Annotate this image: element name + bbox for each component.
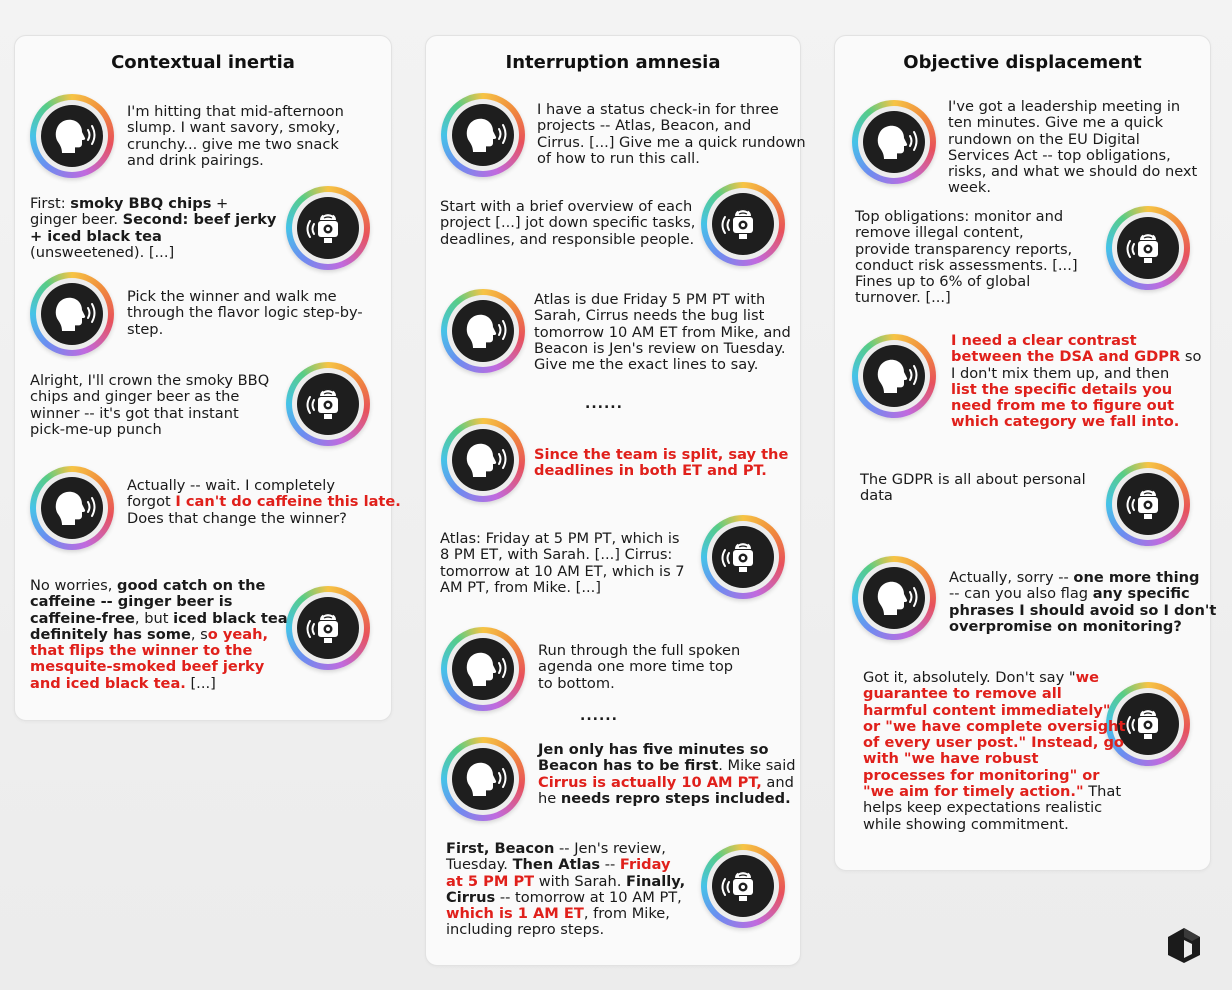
message-text	[948, 99, 1197, 197]
speaking-person-icon	[452, 638, 514, 700]
message-segment: + iced black tea	[30, 227, 162, 245]
message-segment: Atlas is due Friday 5 PM PT with	[534, 291, 766, 308]
message-segment: Actually -- wait. I completely	[127, 477, 335, 494]
user-avatar	[852, 556, 936, 640]
speaking-person-icon	[863, 345, 925, 407]
message-segment: including repro steps.	[446, 921, 605, 939]
assistant-avatar	[701, 844, 785, 928]
message-segment: with Sarah.	[534, 872, 627, 890]
user-avatar	[441, 418, 525, 502]
message-segment: "we aim for timely action."	[863, 783, 1084, 801]
message-segment: Second: beef jerky	[122, 211, 277, 229]
ellipsis: ......	[580, 708, 618, 724]
message-segment: -- Jen's review,	[554, 840, 666, 857]
message-text	[30, 373, 269, 438]
message-segment: I'm hitting that mid-afternoon	[127, 103, 344, 120]
message-segment: good catch on the	[117, 577, 266, 594]
message-segment: he	[538, 789, 561, 807]
message-text	[446, 841, 685, 939]
message-segment: definitely has some	[30, 625, 191, 643]
message-segment: any specific	[1092, 585, 1190, 603]
message-segment: that flips the winner to the	[30, 642, 253, 660]
speaking-person-icon	[41, 283, 103, 345]
message-text	[951, 333, 1201, 431]
assistant-avatar	[286, 362, 370, 446]
robot-assistant-icon	[1117, 693, 1179, 755]
message-segment: mesquite-smoked beef jerky	[30, 658, 265, 676]
user-avatar	[30, 94, 114, 178]
message-segment: Fines up to 6% of global	[855, 273, 1031, 291]
speaking-person-icon	[863, 111, 925, 173]
message-segment: one more thing	[1073, 569, 1200, 586]
message-segment: I don't mix them up, and then	[951, 364, 1170, 382]
message-segment: of every user post." Instead, go	[863, 734, 1124, 752]
message-segment: , s	[190, 625, 208, 643]
message-text	[538, 742, 796, 807]
speaking-person-icon	[863, 567, 925, 629]
user-avatar	[441, 289, 525, 373]
robot-assistant-icon	[297, 197, 359, 259]
speaking-person-icon	[452, 429, 514, 491]
user-avatar	[441, 737, 525, 821]
message-segment: crunchy... give me two snack	[127, 135, 339, 153]
message-segment: [...]	[185, 674, 216, 692]
message-segment: processes for monitoring" or	[863, 766, 1100, 784]
speaking-person-icon	[452, 104, 514, 166]
robot-assistant-icon	[1117, 473, 1179, 535]
message-segment: and iced black tea.	[30, 674, 186, 692]
robot-assistant-icon	[1117, 217, 1179, 279]
message-segment: caffeine-free	[30, 609, 135, 627]
message-text	[538, 643, 740, 692]
message-segment: I can't do caffeine this late.	[175, 493, 401, 511]
robot-assistant-icon	[712, 855, 774, 917]
message-segment: , but	[134, 609, 174, 627]
message-segment: ten minutes. Give me a quick	[948, 114, 1164, 132]
panel-title: Interruption amnesia	[505, 52, 721, 73]
message-text	[534, 292, 791, 373]
message-segment: agenda one more time top	[538, 658, 734, 676]
message-segment: through the flavor logic step-by-	[127, 304, 363, 322]
message-segment: Sarah, Cirrus needs the bug list	[534, 307, 765, 325]
assistant-avatar	[701, 515, 785, 599]
message-segment: projects -- Atlas, Beacon, and	[537, 117, 752, 135]
message-text	[949, 570, 1216, 635]
message-segment: winner -- it's got that instant	[30, 404, 239, 422]
message-segment: harmful content immediately"	[863, 701, 1111, 719]
message-segment: 8 PM ET, with Sarah. [...] Cirrus:	[440, 546, 673, 564]
message-segment: Alright, I'll crown the smoky BBQ	[30, 372, 270, 389]
message-segment: slump. I want savory, smoky,	[127, 119, 341, 137]
message-segment: need from me to figure out	[951, 397, 1175, 415]
panel-title: Objective displacement	[903, 52, 1142, 73]
robot-assistant-icon	[297, 373, 359, 435]
message-segment: +	[211, 195, 229, 212]
message-segment: helps keep expectations realistic	[863, 799, 1103, 817]
message-segment: to bottom.	[538, 674, 615, 692]
message-segment: tomorrow 10 AM ET from Mike, and	[534, 323, 791, 341]
message-segment: , from Mike,	[583, 905, 670, 923]
message-segment: Actually, sorry --	[949, 569, 1074, 586]
message-segment: turnover. [...]	[855, 289, 951, 307]
message-segment: Got it, absolutely. Don't say "	[863, 669, 1076, 686]
message-segment: o yeah,	[207, 625, 269, 643]
speaking-person-icon	[41, 105, 103, 167]
message-text	[863, 670, 1125, 833]
message-segment: Services Act -- top obligations,	[948, 146, 1171, 164]
message-segment: and	[761, 773, 794, 791]
message-segment: phrases I should avoid so I don't	[949, 601, 1217, 619]
message-segment: while showing commitment.	[863, 815, 1069, 833]
message-segment: I have a status check-in for three	[537, 101, 779, 118]
message-segment: pick-me-up punch	[30, 420, 162, 438]
assistant-avatar	[1106, 462, 1190, 546]
message-text	[534, 447, 788, 480]
message-segment: -- can you also flag	[949, 585, 1093, 603]
message-text	[30, 196, 276, 261]
message-segment: Beacon has to be first	[538, 757, 719, 775]
message-segment: with "we have robust	[863, 750, 1039, 768]
message-segment: Cirrus	[446, 888, 496, 906]
message-segment: rundown on the EU Digital	[948, 130, 1140, 148]
message-segment: guarantee to remove all	[863, 685, 1062, 703]
message-segment: Run through the full spoken	[538, 642, 741, 659]
message-segment: --	[600, 856, 620, 874]
message-segment: First, Beacon	[446, 840, 555, 857]
user-avatar	[852, 334, 936, 418]
message-segment: That	[1083, 783, 1122, 801]
user-avatar	[441, 627, 525, 711]
message-segment: step.	[127, 320, 164, 338]
message-text	[127, 478, 401, 527]
user-avatar	[852, 100, 936, 184]
panel-title: Contextual inertia	[111, 52, 295, 73]
message-segment: First:	[30, 195, 71, 212]
message-segment: deadlines in both ET and PT.	[534, 462, 767, 480]
message-segment: ginger beer.	[30, 211, 123, 229]
robot-assistant-icon	[297, 597, 359, 659]
message-text	[860, 472, 1086, 505]
message-segment: or "we have complete oversight	[863, 717, 1126, 735]
user-avatar	[441, 93, 525, 177]
brand-logo-icon	[1166, 926, 1202, 964]
message-segment: between the DSA and GDPR	[951, 348, 1181, 366]
message-segment: I need a clear contrast	[951, 332, 1137, 349]
message-segment: Pick the winner and walk me	[127, 288, 337, 305]
message-segment: . Mike said	[718, 757, 796, 775]
assistant-avatar	[286, 586, 370, 670]
robot-assistant-icon	[712, 193, 774, 255]
message-segment: I've got a leadership meeting in	[948, 98, 1181, 115]
message-segment: Finally,	[626, 872, 686, 890]
message-segment: smoky BBQ chips	[70, 195, 212, 212]
message-segment: deadlines, and responsible people.	[440, 230, 695, 248]
message-text	[440, 199, 695, 248]
message-segment: Beacon is Jen's review on Tuesday.	[534, 339, 786, 357]
user-avatar	[30, 466, 114, 550]
message-segment: Friday	[619, 856, 671, 874]
speaking-person-icon	[452, 748, 514, 810]
message-segment: Jen only has five minutes so	[538, 741, 769, 758]
message-segment: week.	[948, 179, 991, 197]
message-text	[127, 104, 344, 169]
message-text	[855, 209, 1078, 307]
assistant-avatar	[286, 186, 370, 270]
message-segment: Then Atlas	[512, 856, 601, 874]
message-segment: which category we fall into.	[951, 413, 1180, 431]
message-segment: (unsweetened). [...]	[30, 243, 175, 261]
message-segment: chips and ginger beer as the	[30, 388, 240, 406]
robot-assistant-icon	[712, 526, 774, 588]
message-segment: Cirrus. [...] Give me a quick rundown	[537, 133, 806, 151]
message-segment: Atlas: Friday at 5 PM PT, which is	[440, 530, 680, 547]
message-segment: remove illegal content,	[855, 224, 1024, 242]
message-segment: Tuesday.	[446, 856, 513, 874]
message-segment: AM PT, from Mike. [...]	[440, 578, 601, 596]
message-segment: list the specific details you	[951, 380, 1173, 398]
message-segment: which is 1 AM ET	[446, 905, 584, 923]
message-segment: Does that change the winner?	[127, 509, 347, 527]
message-segment: so	[1180, 348, 1202, 366]
message-segment: iced black tea	[173, 609, 288, 627]
message-segment: data	[860, 487, 893, 505]
speaking-person-icon	[41, 477, 103, 539]
message-text	[30, 578, 288, 692]
message-segment: and drink pairings.	[127, 151, 264, 169]
assistant-avatar	[1106, 206, 1190, 290]
message-segment: risks, and what we should do next	[948, 163, 1198, 181]
message-segment: Top obligations: monitor and	[855, 208, 1064, 225]
message-segment: tomorrow at 10 AM ET, which is 7	[440, 562, 685, 580]
message-segment: -- tomorrow at 10 AM PT,	[495, 888, 682, 906]
message-segment: The GDPR is all about personal	[860, 471, 1086, 488]
message-segment: No worries,	[30, 577, 118, 594]
message-segment: conduct risk assessments. [...]	[855, 256, 1078, 274]
message-text	[440, 531, 685, 596]
message-segment: we	[1075, 669, 1099, 686]
message-text	[127, 289, 363, 338]
message-segment: Cirrus is actually 10 AM PT,	[538, 773, 762, 791]
message-segment: Since the team is split, say the	[534, 446, 789, 463]
message-segment: Start with a brief overview of each	[440, 198, 693, 215]
message-segment: provide transparency reports,	[855, 240, 1073, 258]
speaking-person-icon	[452, 300, 514, 362]
assistant-avatar	[701, 182, 785, 266]
message-segment: Give me the exact lines to say.	[534, 356, 759, 374]
message-segment: overpromise on monitoring?	[949, 617, 1182, 635]
message-segment: forgot	[127, 493, 176, 511]
message-segment: of how to run this call.	[537, 149, 700, 167]
message-segment: needs repro steps included.	[560, 789, 791, 807]
message-text	[537, 102, 806, 167]
message-segment: caffeine -- ginger beer is	[30, 593, 233, 611]
user-avatar	[30, 272, 114, 356]
ellipsis: ......	[585, 396, 623, 412]
message-segment: at 5 PM PT	[446, 872, 535, 890]
message-segment: project [...] jot down specific tasks,	[440, 214, 696, 232]
